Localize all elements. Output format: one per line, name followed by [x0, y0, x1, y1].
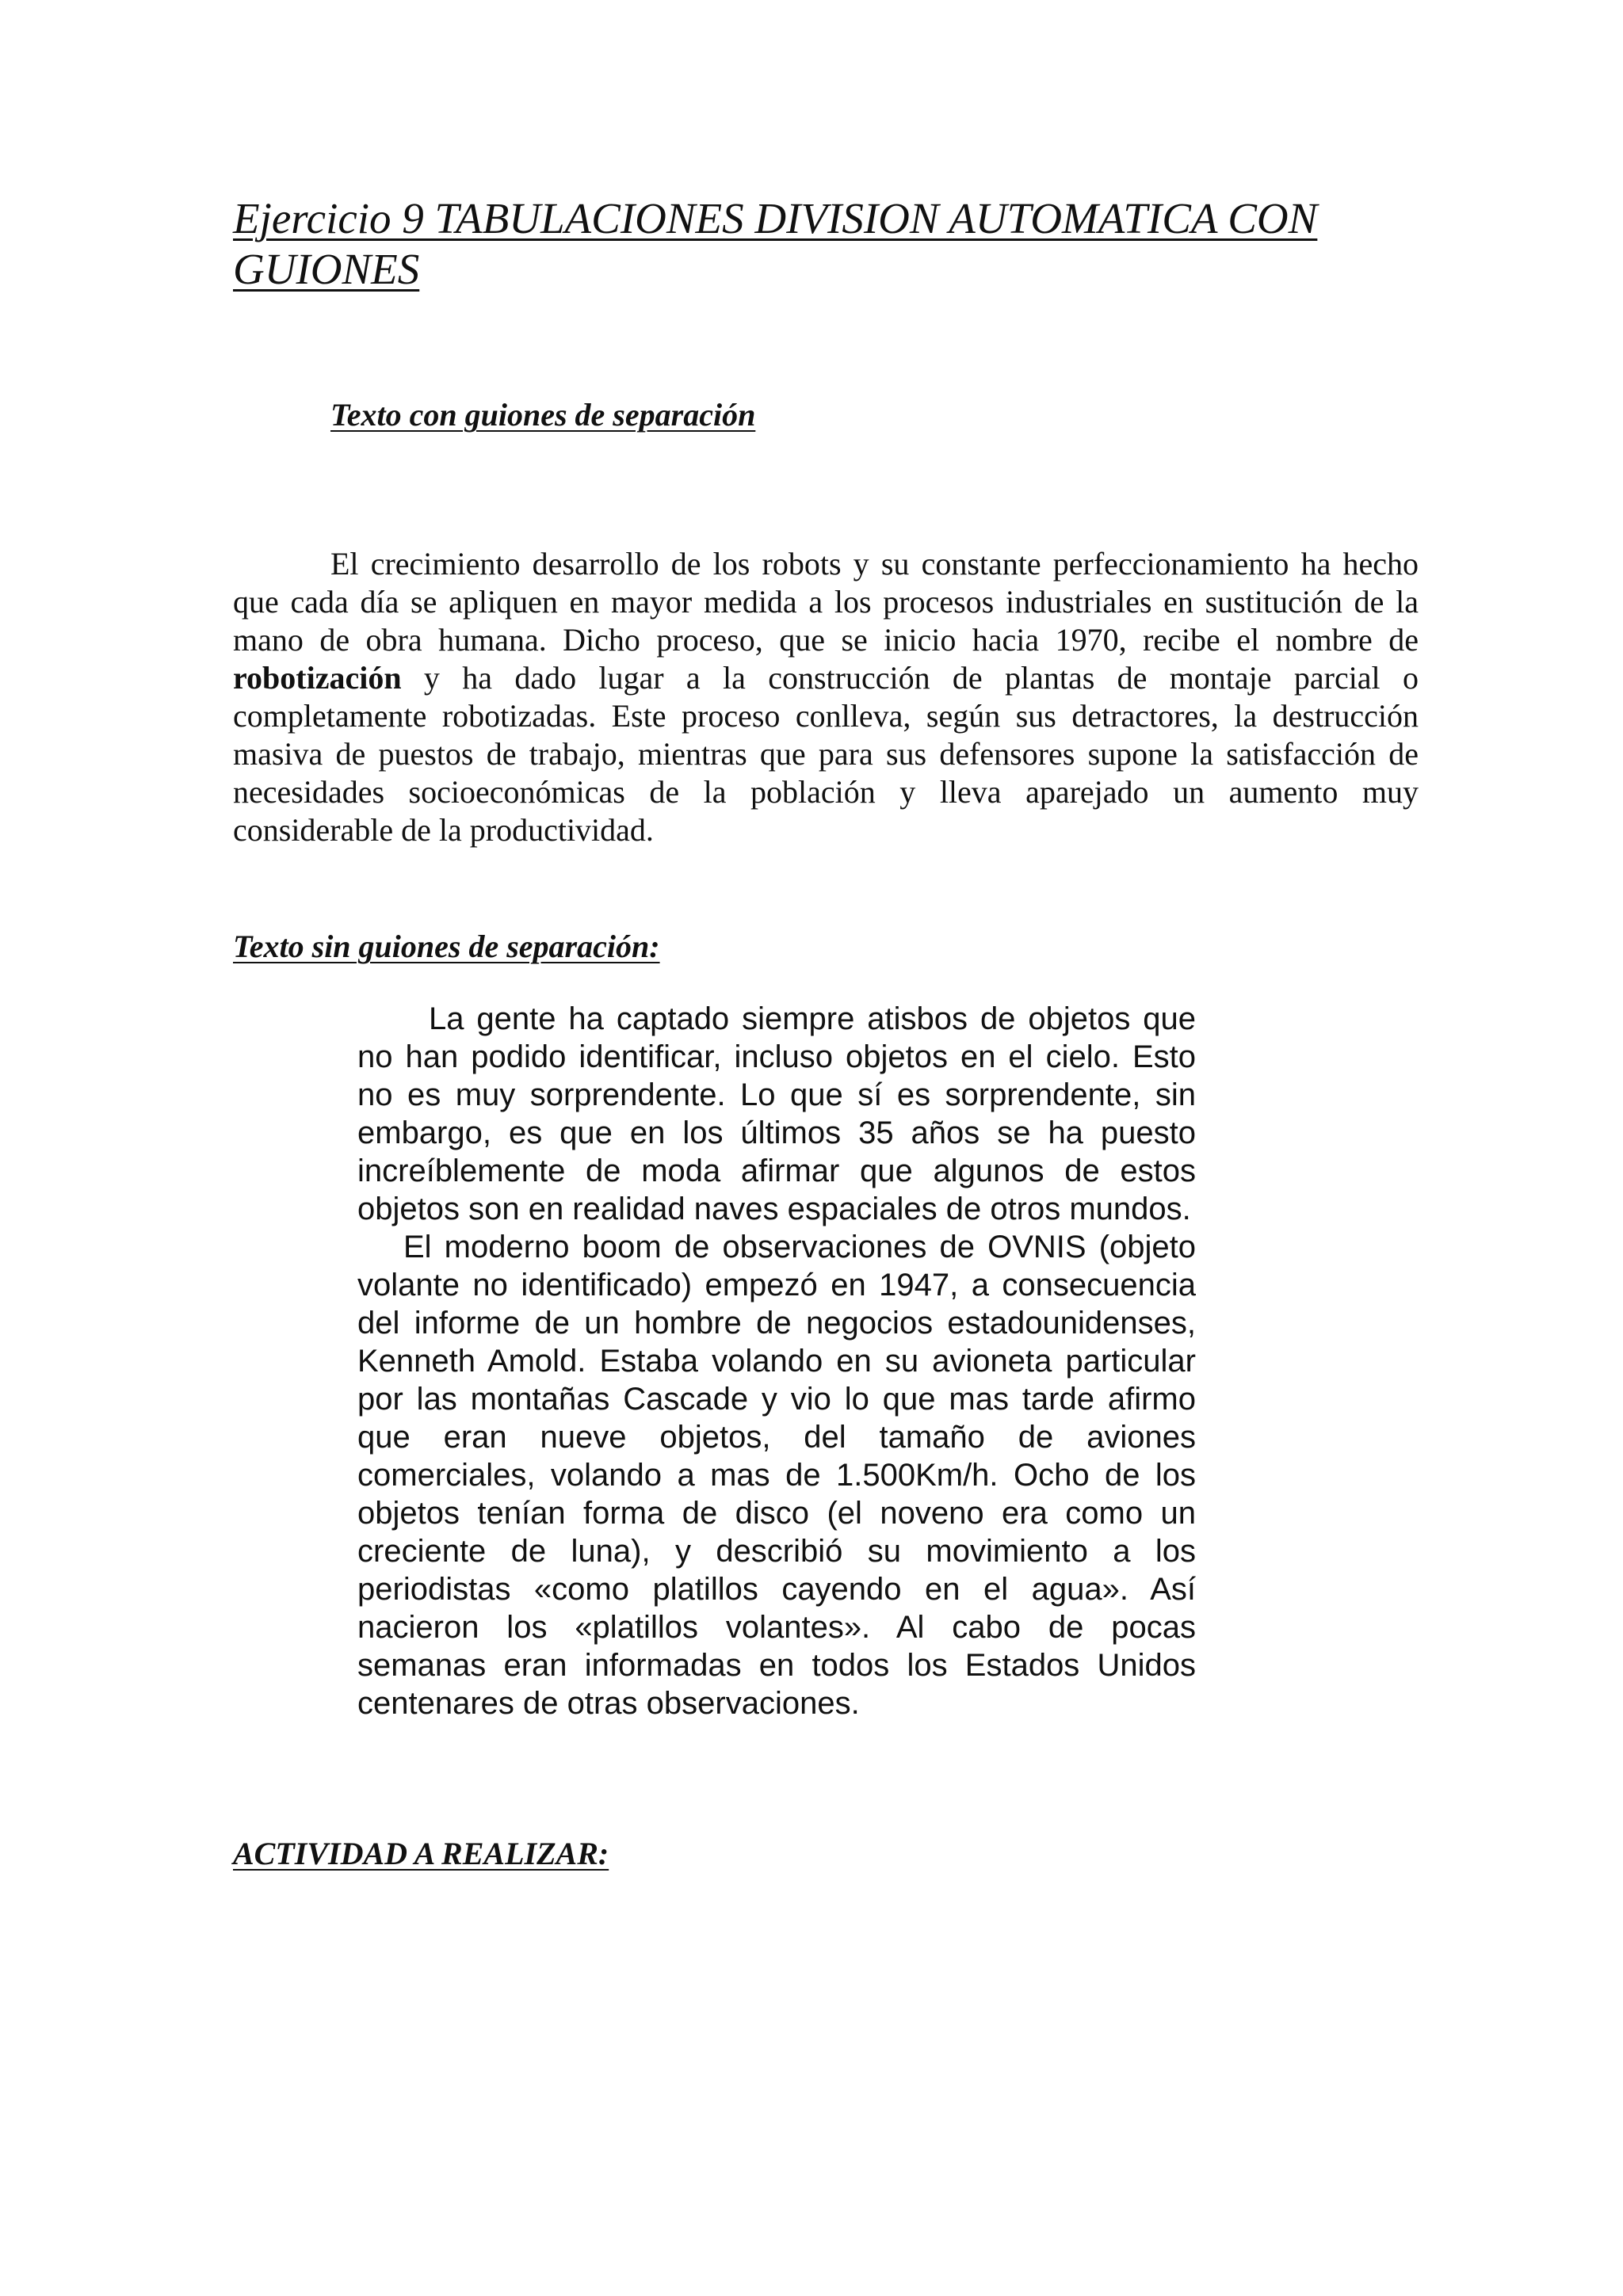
ovni-paragraph-2: El moderno boom de observaciones de OVNIS (objeto volante no identificado) empezó en 1947, a consecuencia del informe de un hombre de negocios estadounidenses, Kenneth Amold. Estaba volando en su avioneta particular por las montañas Cascade y vio lo que mas tarde afirmo que eran nueve objetos, del tamaño de aviones comerciales, volando a mas de 1.500Km/h. Ocho de los objetos tenían forma de disco (el noveno era como un creciente de luna), y describió su movimiento a los periodistas «como platillos cayendo en el agua». Así nacieron los «platillos volantes». Al cabo de pocas semanas eran informadas en todos los Estados Unidos centenares de otras observaciones. [357, 1230, 1196, 1721]
ovni-text-block [357, 1000, 1196, 1722]
paragraph-text-end: y ha dado lugar a la construcción de plantas de montaje parcial o completamente robotizadas. Este proceso conlleva, según sus detractores, la destrucción masiva de puestos de trabajo, mientras que para sus defensores supone la satisfacción de necesidades socioeconómicas de la población y lleva aparejado un aumento muy considerable de la productividad. [233, 660, 1419, 848]
ovni-paragraph-1: La gente ha captado siempre atisbos de objetos que no han podido identificar, incluso objetos en el cielo. Esto no es muy sorprendente. Lo que sí es sorprendente, sin embargo, es que en los últimos 35 años se ha puesto increíblemente de moda afirmar que algunos de estos objetos son en realidad naves espaciales de otros mundos. [357, 1001, 1196, 1226]
section-heading-con-guiones: Texto con guiones de separación [330, 397, 756, 433]
page-title: Ejercicio 9 TABULACIONES DIVISION AUTOMATICA CON GUIONES [233, 194, 1318, 293]
section-heading-sin-guiones: Texto sin guiones de separación: [233, 929, 660, 964]
section-heading-actividad: ACTIVIDAD A REALIZAR: [233, 1836, 609, 1871]
paragraph-text-start: El crecimiento desarrollo de los robots y su constante perfeccionamiento ha hecho que cada día se apliquen en mayor medida a los procesos industriales en sustitución de la mano de obra humana. Dicho proceso, que se inicio hacia 1970, recibe el nombre de [233, 546, 1419, 658]
bold-term: robotización [233, 660, 402, 696]
paragraph-robotizacion [233, 545, 1419, 849]
